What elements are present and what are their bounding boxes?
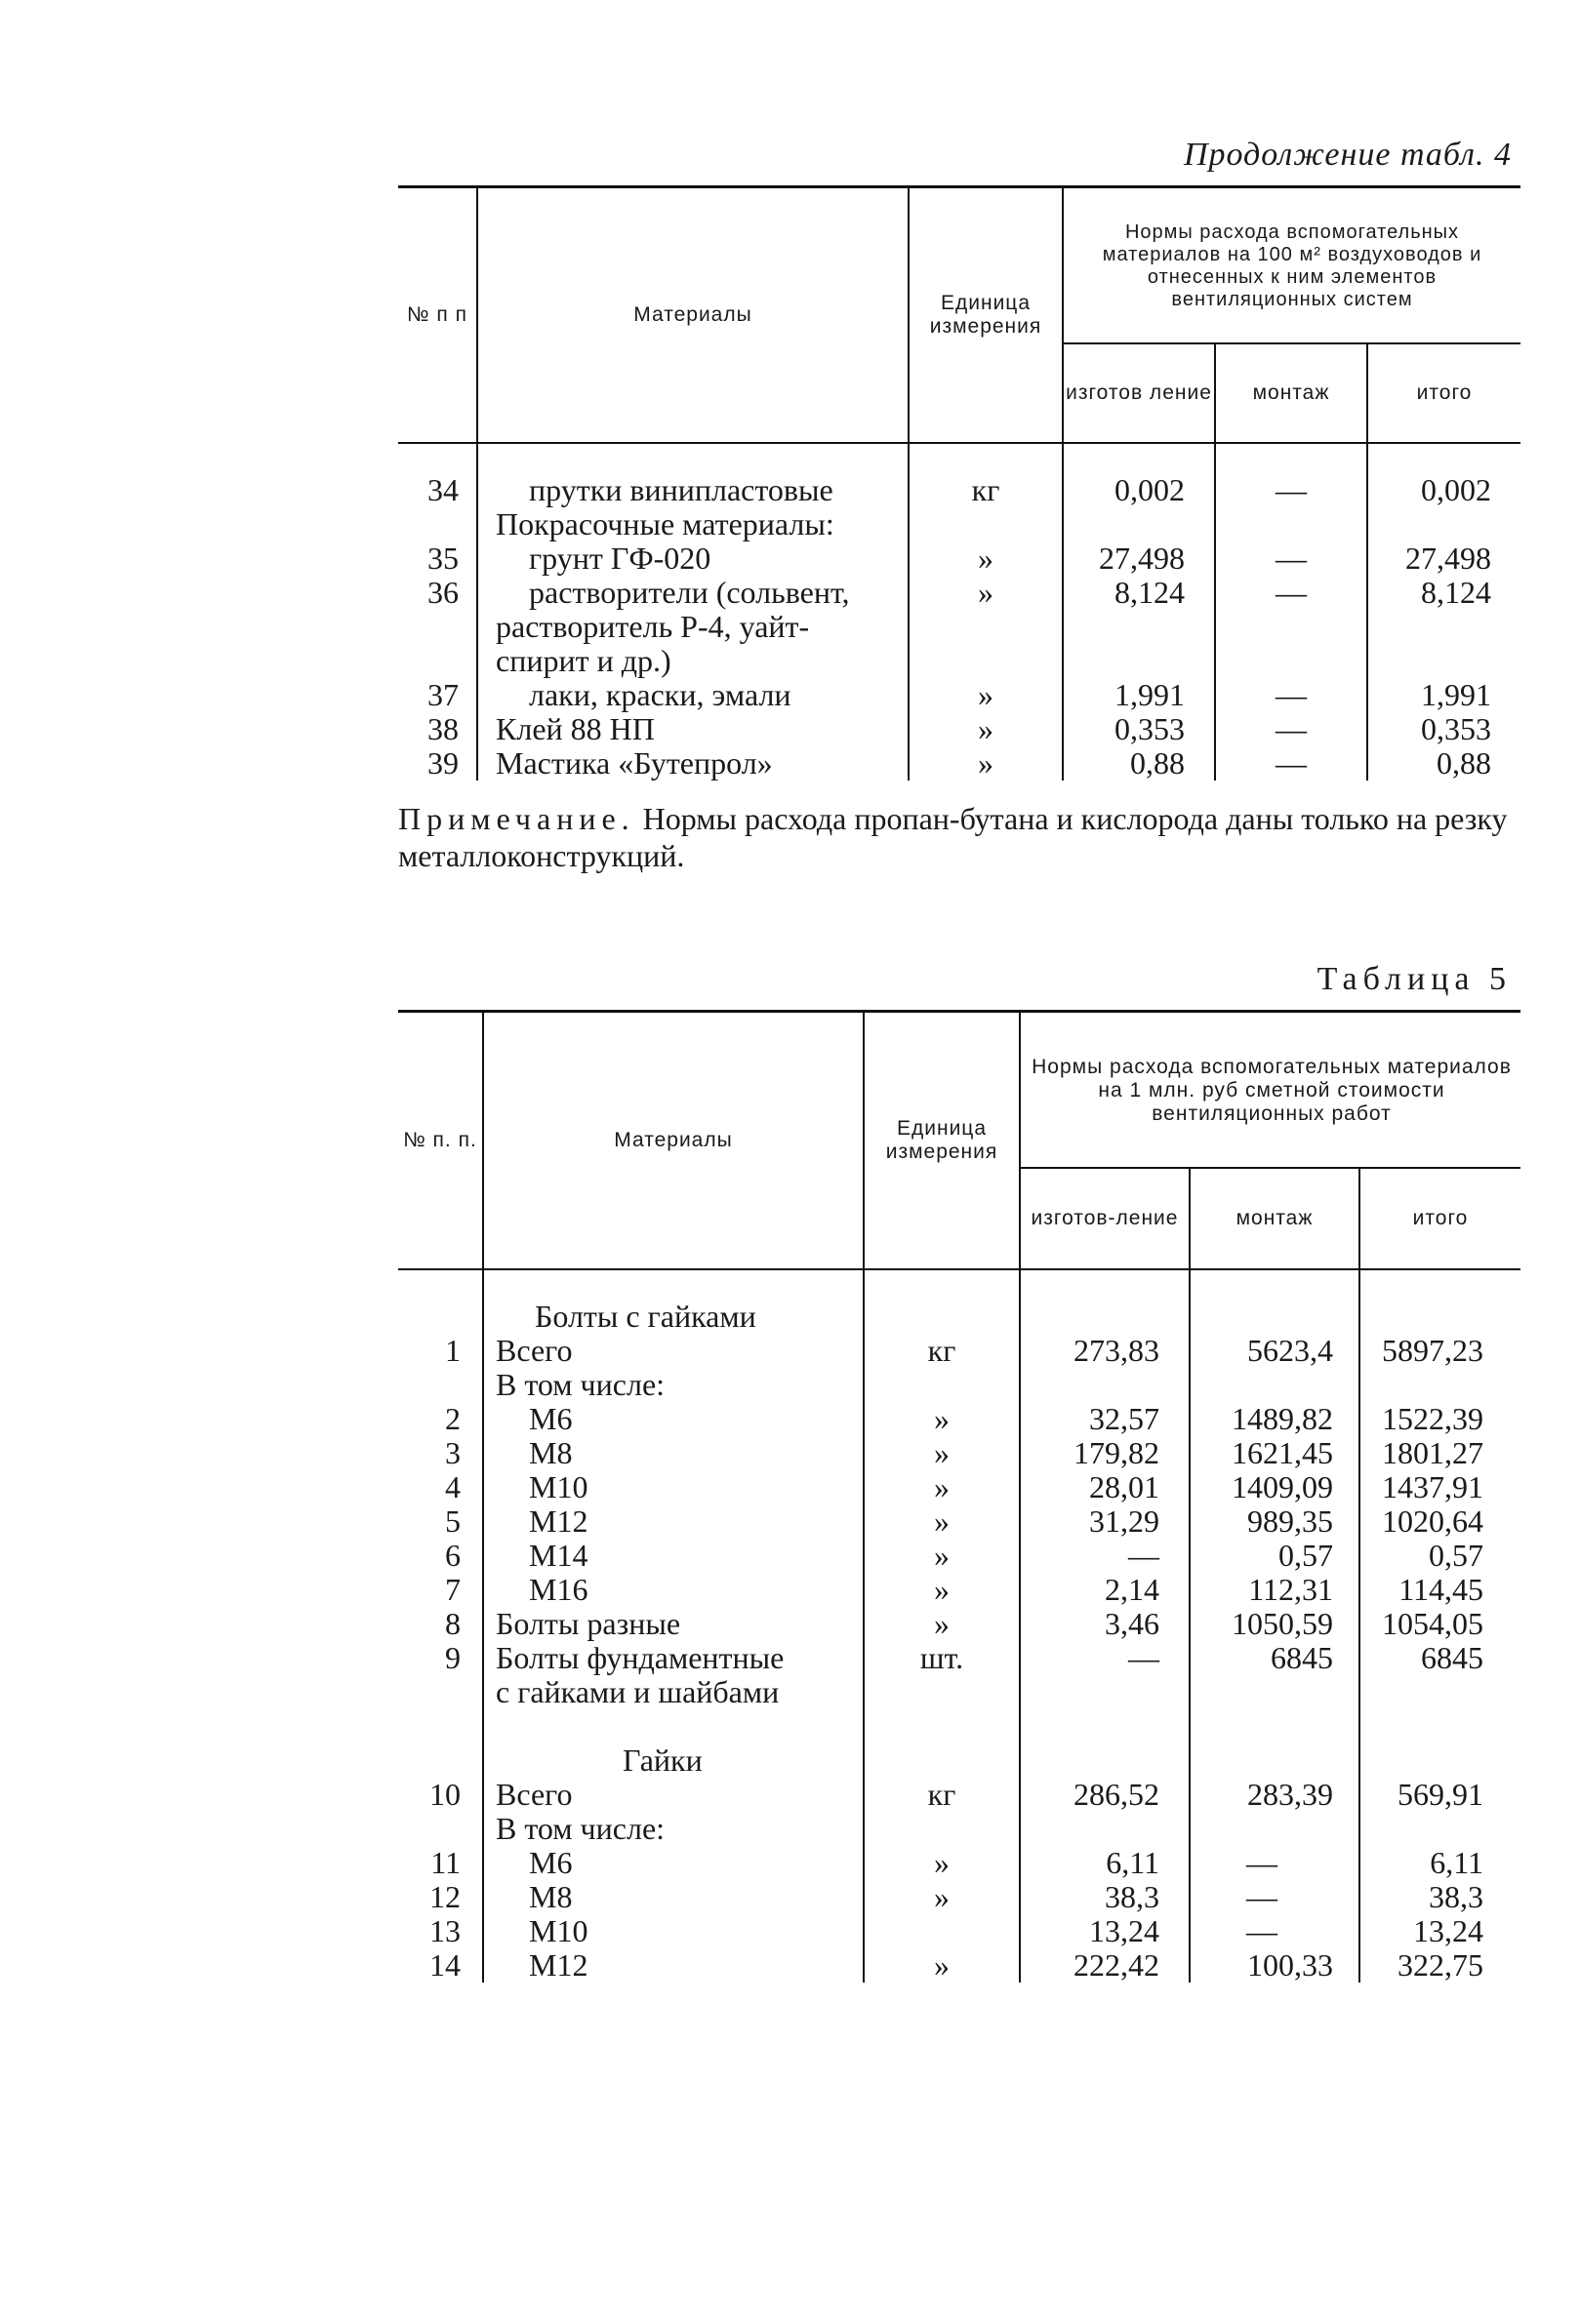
- row-manufacture: 179,82: [1074, 1435, 1159, 1470]
- table-row: [398, 1880, 1520, 1914]
- header-num: № п. п.: [403, 1129, 477, 1151]
- row-num: 11: [430, 1845, 461, 1880]
- table-row: [398, 1743, 1520, 1778]
- row-material: растворитель Р-4, уайт-: [496, 609, 810, 644]
- header-norms: Нормы расхода вспомогательных материалов на 100 м² воздуховодов и отнесенных к ним элементов вентиляционных систем: [1102, 221, 1482, 310]
- row-material: М10: [529, 1469, 588, 1504]
- row-material: Болты с гайками: [535, 1299, 756, 1334]
- table5: [398, 1010, 1520, 1983]
- row-total: 569,91: [1398, 1777, 1483, 1812]
- row-manufacture: 6,11: [1106, 1845, 1159, 1880]
- row-unit: кг: [927, 1333, 956, 1368]
- row-total: 0,353: [1421, 711, 1491, 746]
- table-row: [398, 1504, 1520, 1539]
- header-norms: Нормы расхода вспомогательных материалов на 1 млн. руб сметной стоимости вентиляционных работ: [1032, 1056, 1512, 1125]
- row-installation: 0,57: [1278, 1538, 1333, 1573]
- row-manufacture: 32,57: [1089, 1401, 1159, 1436]
- row-num: 5: [445, 1503, 461, 1539]
- row-material: М8: [529, 1879, 573, 1914]
- row-manufacture: 31,29: [1089, 1503, 1159, 1539]
- row-installation: 100,33: [1247, 1947, 1333, 1983]
- row-material: Всего: [496, 1777, 573, 1812]
- row-material: М10: [529, 1913, 588, 1948]
- row-num: 12: [429, 1879, 461, 1914]
- row-total: 27,498: [1405, 541, 1491, 576]
- table-row: [398, 507, 1520, 541]
- header-num: № п п: [407, 303, 467, 326]
- row-manufacture: 1,991: [1114, 677, 1185, 712]
- table-row: [398, 1436, 1520, 1470]
- row-installation: —: [1246, 1879, 1277, 1914]
- row-installation: —: [1276, 472, 1307, 507]
- row-unit: »: [978, 745, 993, 781]
- table5-body: [398, 1270, 1520, 1983]
- row-total: 6,11: [1430, 1845, 1483, 1880]
- row-material: М8: [529, 1435, 573, 1470]
- row-manufacture: 0,002: [1114, 472, 1185, 507]
- row-unit: »: [934, 1538, 950, 1573]
- table-row: [398, 1641, 1520, 1675]
- row-num: 4: [445, 1469, 461, 1504]
- table4-body: [398, 444, 1520, 781]
- table4: [398, 185, 1520, 781]
- row-total: 0,57: [1429, 1538, 1483, 1573]
- row-total: 8,124: [1421, 575, 1491, 610]
- row-installation: 5623,4: [1247, 1333, 1333, 1368]
- header-total: итого: [1416, 381, 1473, 404]
- table-row: [398, 746, 1520, 781]
- row-num: 37: [427, 677, 459, 712]
- table-row: [398, 1914, 1520, 1948]
- header-materials: Материалы: [614, 1129, 733, 1151]
- table5-header: [398, 1010, 1520, 1270]
- table-row: [398, 1300, 1520, 1334]
- row-unit: кг: [971, 472, 1000, 507]
- row-unit: кг: [927, 1777, 956, 1812]
- row-material: Болты фундаментные: [496, 1640, 785, 1675]
- row-num: 14: [429, 1947, 461, 1983]
- header-unit: Единица измерения: [929, 292, 1042, 338]
- row-installation: 112,31: [1248, 1572, 1333, 1607]
- row-manufacture: 27,498: [1099, 541, 1185, 576]
- row-total: 38,3: [1429, 1879, 1483, 1914]
- row-unit: »: [978, 575, 993, 610]
- row-material: Гайки: [623, 1743, 703, 1778]
- row-unit: »: [934, 1879, 950, 1914]
- row-material: Мастика «Бутепрол»: [496, 745, 773, 781]
- table-row: [398, 610, 1520, 644]
- row-unit: »: [934, 1503, 950, 1539]
- row-material: грунт ГФ-020: [529, 541, 711, 576]
- row-total: 5897,23: [1382, 1333, 1483, 1368]
- row-material: Всего: [496, 1333, 573, 1368]
- row-total: 1522,39: [1382, 1401, 1483, 1436]
- table-row: [398, 1948, 1520, 1983]
- row-manufacture: 273,83: [1074, 1333, 1159, 1368]
- table4-caption: Продолжение табл. 4: [1183, 137, 1512, 173]
- header-total: итого: [1412, 1207, 1469, 1229]
- row-installation: 1050,59: [1232, 1606, 1333, 1641]
- row-num: 8: [445, 1606, 461, 1641]
- row-num: 35: [427, 541, 459, 576]
- row-unit: »: [934, 1947, 950, 1983]
- row-manufacture: 38,3: [1105, 1879, 1159, 1914]
- row-manufacture: 3,46: [1105, 1606, 1159, 1641]
- row-num: 10: [429, 1777, 461, 1812]
- row-num: 1: [445, 1333, 461, 1368]
- row-installation: 1621,45: [1232, 1435, 1333, 1470]
- row-total: 114,45: [1398, 1572, 1483, 1607]
- row-total: 1054,05: [1382, 1606, 1483, 1641]
- row-material: прутки винипластовые: [529, 472, 833, 507]
- row-installation: —: [1276, 677, 1307, 712]
- row-manufacture: 8,124: [1114, 575, 1185, 610]
- row-unit: »: [934, 1435, 950, 1470]
- row-unit: »: [934, 1572, 950, 1607]
- table-row: [398, 1675, 1520, 1709]
- row-total: 6845: [1421, 1640, 1483, 1675]
- row-num: 6: [445, 1538, 461, 1573]
- header-materials: Материалы: [633, 303, 752, 326]
- header-unit: Единица измерения: [885, 1117, 998, 1163]
- row-manufacture: 2,14: [1105, 1572, 1159, 1607]
- row-material: Покрасочные материалы:: [496, 506, 834, 541]
- row-installation: —: [1276, 541, 1307, 576]
- row-manufacture: —: [1128, 1538, 1159, 1573]
- row-material: М16: [529, 1572, 588, 1607]
- row-material: М6: [529, 1845, 573, 1880]
- table-row: [398, 1846, 1520, 1880]
- header-installation: монтаж: [1236, 1207, 1314, 1229]
- row-material: М14: [529, 1538, 588, 1573]
- table-row: [398, 1368, 1520, 1402]
- row-material: М6: [529, 1401, 573, 1436]
- row-manufacture: 286,52: [1074, 1777, 1159, 1812]
- row-num: 36: [427, 575, 459, 610]
- table5-caption: Таблица 5: [1317, 961, 1512, 997]
- row-total: 0,88: [1437, 745, 1491, 781]
- header-manufacture: изготов-ление: [1031, 1207, 1179, 1229]
- row-manufacture: 222,42: [1074, 1947, 1159, 1983]
- row-installation: —: [1276, 575, 1307, 610]
- row-material: М12: [529, 1503, 588, 1539]
- row-num: 3: [445, 1435, 461, 1470]
- row-unit: »: [934, 1469, 950, 1504]
- row-num: 39: [427, 745, 459, 781]
- table-row: [398, 1607, 1520, 1641]
- row-manufacture: 13,24: [1089, 1913, 1159, 1948]
- row-installation: —: [1276, 745, 1307, 781]
- row-num: 2: [445, 1401, 461, 1436]
- row-num: 38: [427, 711, 459, 746]
- row-installation: —: [1276, 711, 1307, 746]
- table-row: [398, 576, 1520, 610]
- row-installation: 989,35: [1247, 1503, 1333, 1539]
- table-row: [398, 712, 1520, 746]
- row-unit: »: [934, 1401, 950, 1436]
- table-row: [398, 473, 1520, 507]
- table-row: [398, 1709, 1520, 1743]
- row-material: Клей 88 НП: [496, 711, 655, 746]
- table-row: [398, 1334, 1520, 1368]
- table-row: [398, 1402, 1520, 1436]
- table-row: [398, 1573, 1520, 1607]
- row-total: 1,991: [1421, 677, 1491, 712]
- row-num: 34: [427, 472, 459, 507]
- row-total: 322,75: [1398, 1947, 1483, 1983]
- row-material: лаки, краски, эмали: [529, 677, 791, 712]
- row-installation: —: [1246, 1913, 1277, 1948]
- row-installation: 1489,82: [1232, 1401, 1333, 1436]
- table4-header: [398, 185, 1520, 444]
- header-manufacture: изготов ление: [1066, 381, 1212, 404]
- row-total: 1801,27: [1382, 1435, 1483, 1470]
- row-unit: шт.: [919, 1640, 964, 1675]
- row-installation: 6845: [1271, 1640, 1333, 1675]
- table-row: [398, 644, 1520, 678]
- header-installation: монтаж: [1252, 381, 1330, 404]
- row-total: 13,24: [1413, 1913, 1483, 1948]
- table-row: [398, 678, 1520, 712]
- row-total: 1020,64: [1382, 1503, 1483, 1539]
- row-material: растворители (сольвент,: [529, 575, 850, 610]
- note-label: Примечание.: [398, 801, 635, 836]
- row-material: В том числе:: [496, 1367, 666, 1402]
- row-manufacture: 28,01: [1089, 1469, 1159, 1504]
- row-installation: 283,39: [1247, 1777, 1333, 1812]
- row-material: М12: [529, 1947, 588, 1983]
- note-text: Нормы расхода пропан-бутана и кислорода даны только на резку металлоконструкций.: [398, 801, 1508, 873]
- row-material: В том числе:: [496, 1811, 666, 1846]
- row-total: 0,002: [1421, 472, 1491, 507]
- row-material: спирит и др.): [496, 643, 671, 678]
- table4-note: [398, 800, 1520, 874]
- row-unit: »: [978, 541, 993, 576]
- row-num: 13: [429, 1913, 461, 1948]
- row-material: Болты разные: [496, 1606, 681, 1641]
- row-installation: —: [1246, 1845, 1277, 1880]
- row-manufacture: 0,353: [1114, 711, 1185, 746]
- table-row: [398, 1778, 1520, 1812]
- row-installation: 1409,09: [1232, 1469, 1333, 1504]
- row-unit: »: [934, 1845, 950, 1880]
- row-manufacture: 0,88: [1130, 745, 1185, 781]
- table-row: [398, 1470, 1520, 1504]
- row-total: 1437,91: [1382, 1469, 1483, 1504]
- table-row: [398, 1812, 1520, 1846]
- row-num: 7: [445, 1572, 461, 1607]
- table-row: [398, 1539, 1520, 1573]
- row-manufacture: —: [1128, 1640, 1159, 1675]
- row-unit: »: [978, 677, 993, 712]
- row-material: с гайками и шайбами: [496, 1674, 780, 1709]
- row-num: 9: [445, 1640, 461, 1675]
- table-row: [398, 541, 1520, 576]
- row-unit: »: [978, 711, 993, 746]
- row-unit: »: [934, 1606, 950, 1641]
